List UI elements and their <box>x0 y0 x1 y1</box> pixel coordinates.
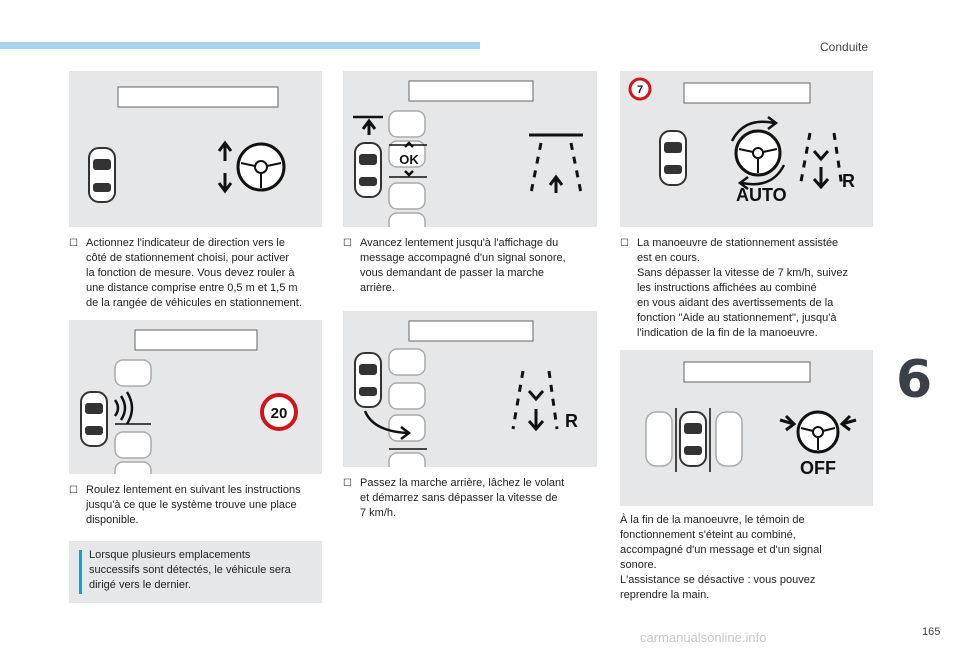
step-reverse: ☐ Passez la marche arrière, lâchez le volant et démarrez sans dépasser la vitesse de 7 km/h. <box>343 477 565 519</box>
car-icon <box>81 392 107 446</box>
car-icon <box>680 412 706 466</box>
car-icon <box>89 148 115 202</box>
car-icon <box>355 353 381 407</box>
page-number: 165 <box>922 626 941 638</box>
indicator-arrows-icon <box>219 143 231 191</box>
header-bar <box>0 42 480 49</box>
bullet-icon: ☐ <box>69 485 78 496</box>
car-icon <box>660 131 686 185</box>
chapter-number: 6 <box>896 350 933 410</box>
final-paragraph: À la fin de la manoeuvre, le témoin de fonctionnement s'éteint au combiné, accompagné d'un message et d'un signal sonore. L'assistance se désactive : vous pouvez reprendre la main. <box>620 514 822 601</box>
info-note: Lorsque plusieurs emplacements successifs sont détectés, le véhicule sera dirigé vers le dernier. <box>69 541 322 603</box>
reverse-guide-icon <box>513 371 557 429</box>
figure-activate-indicator <box>69 71 322 227</box>
car-icon <box>355 143 381 197</box>
step-activate: ☐ Actionnez l'indicateur de direction vers le côté de stationnement choisi, pour activer la fonction de mesure. Vous devez rouler à une distance comprise entre 0,5 m et 1,5 m de la rangée de véhicules en stationnement. <box>69 237 302 309</box>
forward-path-icon <box>529 135 583 193</box>
figure-manoeuvre-end <box>620 350 873 506</box>
step-advance: ☐ Avancez lentement jusqu'à l'affichage du message accompagné d'un signal sonore, vous demandant de passer la marche arrière. <box>343 237 566 294</box>
off-label: OFF <box>800 458 836 478</box>
bullet-icon: ☐ <box>343 478 352 489</box>
reverse-gear-label: R <box>565 411 578 431</box>
steering-wheel-icon <box>238 144 284 190</box>
auto-label: AUTO <box>736 185 787 205</box>
figure-advance-slowly <box>343 71 597 227</box>
arrow-up-icon <box>363 121 375 135</box>
bullet-icon: ☐ <box>620 238 629 249</box>
bullet-icon: ☐ <box>69 238 78 249</box>
reverse-guide-icon <box>800 133 842 187</box>
step-badge: 7 <box>636 84 644 96</box>
watermark: carmanualsonline.info <box>640 630 767 645</box>
section-title: Conduite <box>820 40 869 54</box>
sensor-waves-icon <box>115 392 132 424</box>
step-manoeuvre: ☐ La manoeuvre de stationnement assistée est en cours. Sans dépasser la vitesse de 7 km/h, suivez les instructions affichées au combiné en vous aidant des avertissements de la fonction "Aide au stationnement", jusqu'à l'indication de la fin de la manoeuvre. <box>620 237 848 339</box>
speed-limit-value: 20 <box>270 405 288 422</box>
ok-label: OK <box>399 152 419 167</box>
bullet-icon: ☐ <box>343 238 352 249</box>
reverse-gear-label: R <box>842 171 855 191</box>
steering-wheel-icon <box>736 131 780 175</box>
step-drive-slowly: ☐ Roulez lentement en suivant les instructions jusqu'à ce que le système trouve une place disponible. <box>69 484 301 526</box>
info-icon <box>79 550 82 594</box>
steering-wheel-icon <box>798 412 838 452</box>
speed-limit-sign <box>262 395 296 429</box>
figure-reverse-gear <box>343 311 597 467</box>
figure-manoeuvre-in-progress <box>620 71 873 227</box>
figure-drive-slowly <box>69 320 322 474</box>
